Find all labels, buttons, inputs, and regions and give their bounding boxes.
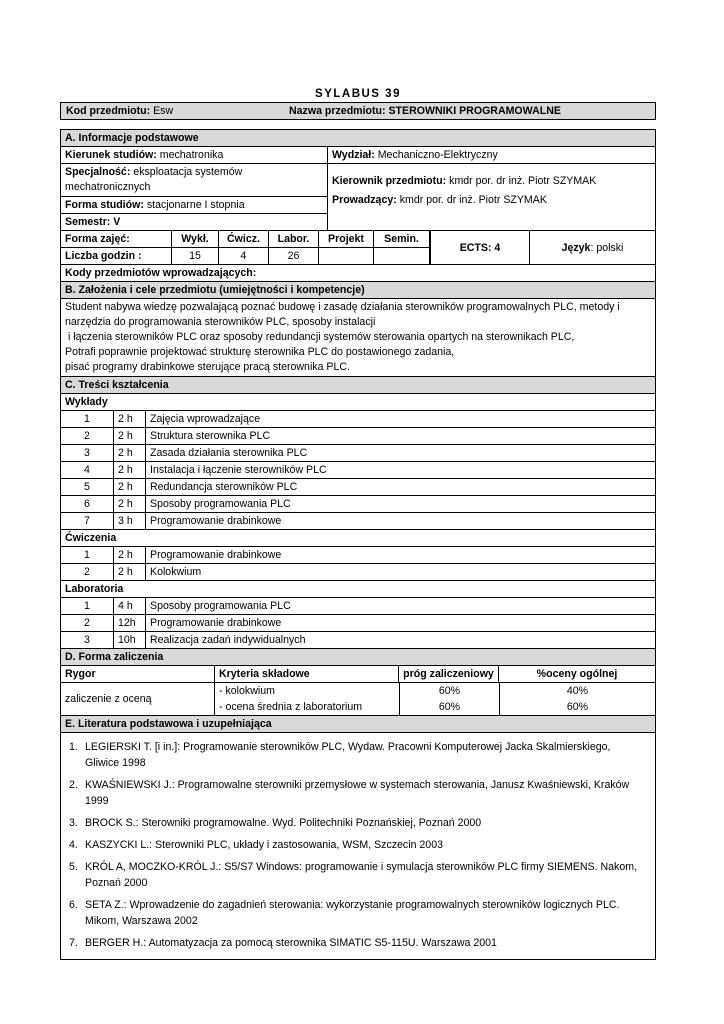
syllabus-page — [60, 86, 656, 960]
literature-number: 1. — [69, 741, 78, 753]
goal-line: i łączenia sterowników PLC oraz sposoby redundancji systemów sterowania opartych na sterownikach PLC, — [65, 331, 575, 343]
assessment-table: Rygor Kryteria składowe próg zaliczeniowy %oceny ogólnej zaliczenie z oceną - kolokwium 60% 40% - ocena średnia z laboratorium 60% 60% — [61, 665, 655, 715]
content-row — [61, 614, 655, 631]
weight: 40% — [499, 683, 655, 699]
language-cell: Język : polski — [561, 241, 624, 254]
literature-number: 7. — [69, 937, 78, 949]
content-hours: 2 h — [113, 428, 145, 444]
weight: 60% — [499, 699, 655, 715]
field-forma-studiow: Forma studiów: stacjonarne I stopnia — [61, 196, 327, 213]
literature-text: LEGIERSKI T. [i in.]: Programowanie sterowników PLC, Wydaw. Pracowni Komputerowej Jacka Skalmierskiego, Gliwice 1998 — [85, 741, 611, 769]
content-number: 1 — [84, 549, 90, 561]
content-number: 6 — [84, 498, 90, 510]
content-topic: Zajęcia wprowadzające — [145, 411, 655, 427]
subject-code: Kod przedmiotu: Esw — [66, 105, 174, 117]
content-group-title: Ćwiczenia — [61, 529, 655, 546]
section-b-text — [61, 298, 655, 376]
section-e-title: E. Literatura podstawowa i uzupełniająca — [61, 715, 655, 732]
literature-text: BERGER H.: Automatyzacja za pomocą sterownika SIMATIC S5-115U. Warszawa 2001 — [85, 937, 497, 949]
literature-item — [69, 897, 647, 929]
field-prowadzacy: Prowadzący: kmdr por. dr inż. Piotr SZYMAK — [332, 194, 547, 206]
content-topic: Redundancja sterowników PLC — [145, 479, 655, 495]
content-row — [61, 410, 655, 427]
literature-list — [61, 732, 655, 959]
literature-number: 3. — [69, 817, 78, 829]
content-number: 7 — [84, 515, 90, 527]
section-a — [60, 129, 656, 960]
goal-line: Potrafi poprawnie projektować strukturę sterownika PLC do postawionego zadania, — [65, 346, 455, 358]
section-a-title: A. Informacje podstawowe — [61, 130, 655, 146]
literature-text: KRÓL A, MOCZKO-KRÓL J.: S5/S7 Windows: programowanie i symulacja sterowników PLC firmy SIEMENS. Nakom, Poznań 2000 — [85, 861, 638, 889]
content-number: 2 — [84, 566, 90, 578]
literature-item — [69, 935, 647, 951]
content-row — [61, 478, 655, 495]
field-kierunek: Kierunek studiów: mechatronika — [65, 149, 224, 161]
content-group-title: Laboratoria — [61, 580, 655, 597]
rygor-cell: zaliczenie z oceną — [65, 693, 152, 705]
content-hours: 2 h — [113, 445, 145, 461]
field-kierownik: Kierownik przedmiotu: kmdr por. dr inż. Piotr SZYMAK — [332, 175, 597, 187]
literature-number: 4. — [69, 839, 78, 851]
section-b-title: B. Założenia i cele przedmiotu (umiejętności i kompetencje) — [61, 281, 655, 298]
content-hours: 2 h — [113, 479, 145, 495]
content-hours: 2 h — [113, 411, 145, 427]
literature-text: SETA Z.: Wprowadzenie do zagadnień sterowania: wykorzystanie programowalnych sterowników logicznych PLC. Mikom, Warszawa 2002 — [85, 899, 620, 927]
content-row — [61, 512, 655, 529]
field-wydzial: Wydział: Mechaniczno-Elektryczny — [332, 149, 498, 161]
content-hours: 2 h — [113, 462, 145, 478]
content-number: 3 — [84, 634, 90, 646]
content-group-title: Wykłady — [61, 393, 655, 410]
content-topic: Zasada działania sterownika PLC — [145, 445, 655, 461]
literature-item — [69, 859, 647, 891]
content-hours: 12h — [113, 615, 145, 631]
content-number: 3 — [84, 447, 90, 459]
content-hours: 4 h — [113, 598, 145, 614]
content-hours: 10h — [113, 632, 145, 648]
ects-cell: ECTS: 4 — [431, 231, 530, 264]
content-topic: Kolokwium — [145, 564, 655, 580]
content-topic: Sposoby programowania PLC — [145, 598, 655, 614]
content-row — [61, 546, 655, 563]
goal-line: Student nabywa wiedzę pozwalającą poznać budowę i zasadę działania sterowników programowalnych PLC, metody i — [65, 301, 620, 313]
content-topic: Struktura sterownika PLC — [145, 428, 655, 444]
field-semestr: Semestr: V — [61, 213, 327, 230]
goal-line: narzędzia do programowania sterowników PLC, sposoby instalacji — [65, 316, 376, 328]
literature-text: KWAŚNIEWSKI J.: Programowalne sterowniki przemysłowe w systemach sterowania, Janusz Kwaśniewski, Kraków 1999 — [85, 779, 630, 807]
content-row — [61, 563, 655, 580]
criterion: - kolokwium — [219, 685, 275, 697]
content-number: 4 — [84, 464, 90, 476]
content-hours: 2 h — [113, 564, 145, 580]
literature-text: BROCK S.: Sterowniki programowalne. Wyd. Politechniki Poznańskiej, Poznań 2000 — [85, 817, 482, 829]
content-row — [61, 597, 655, 614]
content-hours: 3 h — [113, 513, 145, 529]
content-hours: 2 h — [113, 496, 145, 512]
threshold: 60% — [399, 699, 499, 715]
literature-item — [69, 739, 647, 771]
content-row — [61, 461, 655, 478]
content-topic: Programowanie drabinkowe — [145, 547, 655, 563]
content-topic: Instalacja i łączenie sterowników PLC — [145, 462, 655, 478]
content-number: 2 — [84, 430, 90, 442]
content-row — [61, 631, 655, 648]
threshold: 60% — [399, 683, 499, 699]
literature-item — [69, 815, 647, 831]
literature-number: 2. — [69, 779, 78, 791]
subject-name: Nazwa przedmiotu: STEROWNIKI PROGRAMOWALNE — [289, 105, 561, 117]
content-topic: Programowanie drabinkowe — [145, 615, 655, 631]
goal-line: pisać programy drabinkowe sterujące pracą sterownika PLC. — [65, 361, 350, 373]
content-topic: Realizacja zadań indywidualnych — [145, 632, 655, 648]
content-hours: 2 h — [113, 547, 145, 563]
literature-text: KASZYCKI L.: Sterowniki PLC, układy i zastosowania, WSM, Szczecin 2003 — [85, 839, 443, 851]
document-title: SYLABUS 39 — [315, 88, 401, 100]
literature-item — [69, 837, 647, 853]
field-kody: Kody przedmiotów wprowadzających: — [61, 264, 655, 281]
content-topic: Sposoby programowania PLC — [145, 496, 655, 512]
content-row — [61, 427, 655, 444]
assessment-row — [215, 699, 655, 715]
literature-number: 6. — [69, 899, 78, 911]
hours-table: Forma zajęć: Wykł. Ćwicz. Labor. Projekt Semin. Liczba godzin : 15 4 26 ECTS: 4 Język : polski — [61, 230, 655, 264]
content-row — [61, 444, 655, 461]
content-topic: Programowanie drabinkowe — [145, 513, 655, 529]
content-row — [61, 495, 655, 512]
content-number: 5 — [84, 481, 90, 493]
section-c-content — [61, 393, 655, 648]
section-c-title: C. Treści kształcenia — [61, 376, 655, 393]
field-specjalnosc: Specjalność: eksploatacja systemów mechatronicznych — [61, 163, 327, 196]
literature-item — [69, 777, 647, 809]
content-number: 1 — [84, 413, 90, 425]
section-d-title: D. Forma zaliczenia — [61, 648, 655, 665]
subject-header-bar — [60, 102, 656, 120]
content-number: 1 — [84, 600, 90, 612]
assessment-row — [215, 683, 655, 699]
criterion: - ocena średnia z laboratorium — [219, 701, 363, 713]
literature-number: 5. — [69, 861, 78, 873]
content-number: 2 — [84, 617, 90, 629]
